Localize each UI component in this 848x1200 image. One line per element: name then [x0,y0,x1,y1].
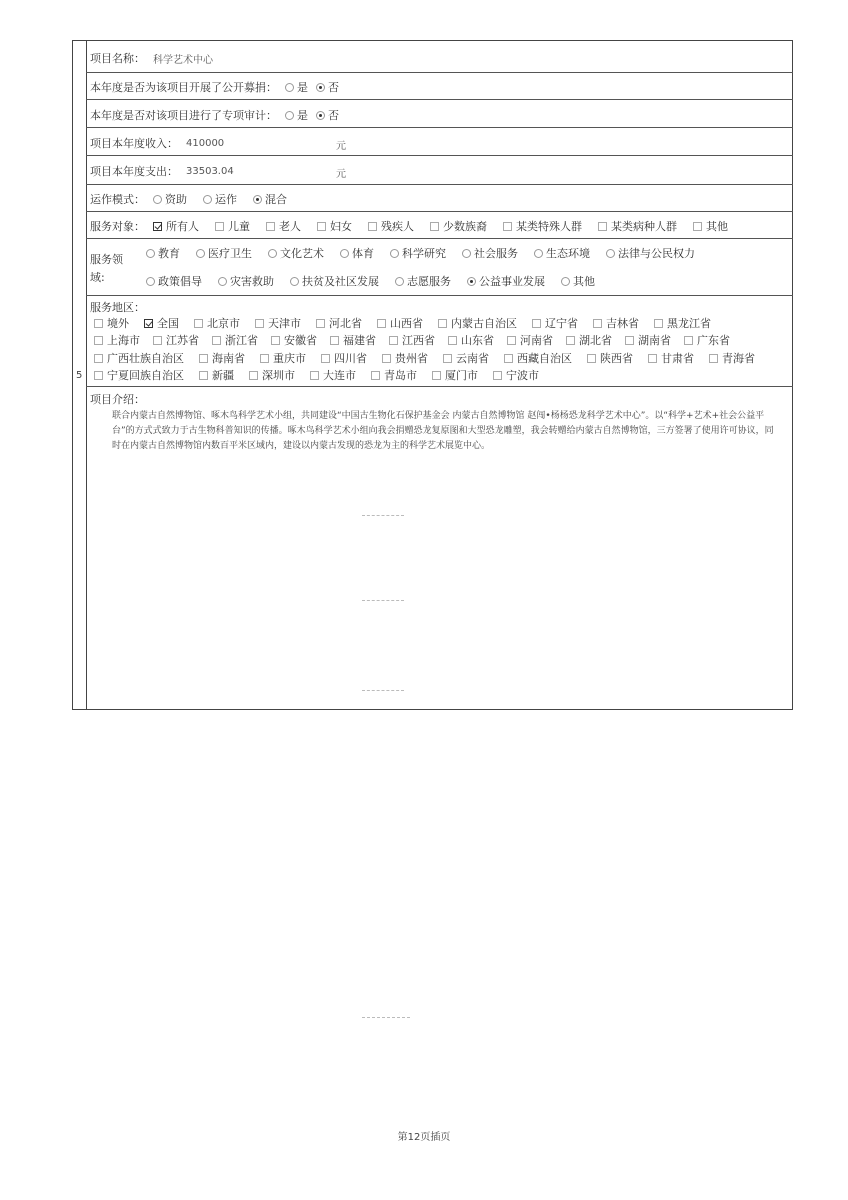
income-value: 410000 [186,137,225,149]
row-fields [86,239,793,296]
region-option-label: 宁波市 [506,369,539,382]
field-radio[interactable] [146,277,155,286]
region-option-label: 上海市 [107,334,140,347]
region-row [86,332,735,348]
fundraising-no-radio[interactable] [316,83,325,92]
scan-mark [362,515,404,516]
region-option-label: 江西省 [402,334,435,347]
region-checkbox[interactable] [448,336,457,345]
field-option-label: 体育 [352,247,374,260]
region-checkbox[interactable] [432,371,441,380]
region-option[interactable] [579,350,633,366]
region-option-label: 山东省 [461,334,494,347]
target-option-label: 某类特殊人群 [516,220,582,233]
region-option[interactable] [646,315,711,331]
region-option-label: 青岛市 [384,369,417,382]
scan-mark [362,600,404,601]
audit-yes-radio[interactable] [285,111,294,120]
region-option-label: 福建省 [343,334,376,347]
region-option-label: 河北省 [329,317,362,330]
target-label: 服务对象： [90,220,145,233]
region-row [86,367,546,383]
target-checkbox[interactable] [598,222,607,231]
expense-value: 33503.04 [186,165,234,177]
field-option-label: 其他 [573,275,595,288]
mode-label: 运作模式： [90,193,145,206]
region-checkbox[interactable] [144,319,153,328]
field-option[interactable] [526,245,590,261]
region-checkbox[interactable] [199,354,208,363]
region-option-label: 湖南省 [638,334,671,347]
target-checkbox[interactable] [430,222,439,231]
region-option[interactable] [363,367,417,383]
side-number: 5 [76,370,83,381]
project-name-value: 科学艺术中心 [153,54,213,66]
row-audit [86,100,793,128]
region-option[interactable] [524,315,578,331]
region-option[interactable] [252,350,306,366]
region-option[interactable] [430,315,517,331]
income-label: 项目本年度收入： [90,137,178,150]
region-option-label: 厦门市 [445,369,478,382]
region-option[interactable] [191,367,234,383]
field-radio[interactable] [268,249,277,258]
region-option-label: 内蒙古自治区 [451,317,517,330]
region-option-label: 境外 [107,317,129,330]
field-option[interactable] [282,273,379,289]
target-option[interactable] [360,218,414,234]
field-option-label: 社会服务 [474,247,518,260]
region-checkbox[interactable] [94,319,103,328]
target-option-label: 妇女 [330,220,352,233]
target-checkbox[interactable] [266,222,275,231]
target-checkbox[interactable] [317,222,326,231]
field-option[interactable] [332,245,374,261]
region-option-label: 云南省 [456,352,489,365]
field-option[interactable] [454,245,518,261]
region-checkbox[interactable] [310,371,319,380]
region-option-label: 黑龙江省 [667,317,711,330]
target-option[interactable] [685,218,728,234]
region-checkbox[interactable] [507,336,516,345]
fundraising-yes-label: 是 [297,81,308,94]
region-checkbox[interactable] [212,336,221,345]
row-intro [86,387,793,710]
region-option[interactable] [241,367,295,383]
mode-option-label: 资助 [165,193,187,206]
region-option[interactable] [440,332,494,348]
row-target [86,212,793,239]
intro-label: 项目介绍： [90,393,145,406]
region-checkbox[interactable] [593,319,602,328]
region-option[interactable] [86,367,184,383]
field-label-2: 域: [90,271,105,284]
field-option-label: 教育 [158,247,180,260]
region-option-label: 新疆 [212,369,234,382]
field-option-label: 公益事业发展 [479,275,545,288]
region-option-label: 海南省 [212,352,245,365]
target-checkbox[interactable] [368,222,377,231]
region-checkbox[interactable] [321,354,330,363]
target-checkbox[interactable] [215,222,224,231]
mode-option-label: 运作 [215,193,237,206]
field-option[interactable] [138,273,202,289]
field-option[interactable] [459,273,545,289]
region-option[interactable] [374,350,428,366]
region-checkbox[interactable] [94,371,103,380]
field-option-label: 政策倡导 [158,275,202,288]
fundraising-yes-radio[interactable] [285,83,294,92]
field-option-label: 医疗卫生 [208,247,252,260]
mode-option[interactable] [245,191,287,207]
intro-text: 联合内蒙古自然博物馆、啄木鸟科学艺术小组，共同建设“中国古生物化石保护基金会 内蒙古自然博物馆 赵闯•杨杨恐龙科学艺术中心”。以“科学+艺术+社会公益平台”的方式式致力于古生物科普知识的传播。啄木鸟科学艺术小组向我会捐赠恐龙复原图和大型恐龙雕塑，我会转赠给内蒙古自然博物馆，三方签署了使用许可协议，同时在内蒙古自然博物馆内数百平米区域内，建设以内蒙古发现的恐龙为主的科学艺术展览中心。 [112,411,774,451]
target-option[interactable] [495,218,582,234]
mode-radio[interactable] [203,195,212,204]
region-option[interactable] [186,315,240,331]
region-option-label: 青海省 [722,352,755,365]
region-option-label: 湖北省 [579,334,612,347]
audit-no-radio[interactable] [316,111,325,120]
region-option[interactable] [701,350,755,366]
region-option-label: 山西省 [390,317,423,330]
audit-yes-label: 是 [297,109,308,122]
region-checkbox[interactable] [199,371,208,380]
field-option-label: 扶贫及社区发展 [302,275,379,288]
region-checkbox[interactable] [493,371,502,380]
region-option[interactable] [86,315,129,331]
region-option-label: 安徽省 [284,334,317,347]
region-option[interactable] [496,350,572,366]
region-checkbox[interactable] [443,354,452,363]
region-checkbox[interactable] [625,336,634,345]
region-option[interactable] [676,332,730,348]
region-checkbox[interactable] [709,354,718,363]
field-radio[interactable] [290,277,299,286]
target-option[interactable] [422,218,487,234]
field-radio[interactable] [534,249,543,258]
field-option-label: 文化艺术 [280,247,324,260]
field-radio[interactable] [340,249,349,258]
region-checkbox[interactable] [271,336,280,345]
target-option-label: 残疾人 [381,220,414,233]
region-option-label: 宁夏回族自治区 [107,369,184,382]
target-option-label: 老人 [279,220,301,233]
field-option[interactable] [188,245,252,261]
region-option-label: 重庆市 [273,352,306,365]
field-radio[interactable] [196,249,205,258]
region-checkbox[interactable] [438,319,447,328]
region-option[interactable] [322,332,376,348]
row-fundraising [86,73,793,100]
region-checkbox[interactable] [684,336,693,345]
target-option[interactable] [207,218,250,234]
region-option-label: 天津市 [268,317,301,330]
region-checkbox[interactable] [566,336,575,345]
field-option[interactable] [138,245,180,261]
scan-mark [362,1017,410,1018]
region-checkbox[interactable] [504,354,513,363]
region-checkbox[interactable] [382,354,391,363]
field-option-label: 法律与公民权力 [618,247,695,260]
audit-no-label: 否 [328,109,339,122]
region-checkbox[interactable] [587,354,596,363]
region-row [86,350,762,366]
region-option-label: 广东省 [697,334,730,347]
mode-option[interactable] [145,191,187,207]
region-option[interactable] [640,350,694,366]
expense-label: 项目本年度支出： [90,165,178,178]
region-option-label: 贵州省 [395,352,428,365]
region-option-label: 陕西省 [600,352,633,365]
row-income [86,128,793,156]
row-expense [86,156,793,185]
region-option-label: 北京市 [207,317,240,330]
region-checkbox[interactable] [153,336,162,345]
region-option[interactable] [191,350,245,366]
region-checkbox[interactable] [654,319,663,328]
target-option-label: 某类病种人群 [611,220,677,233]
region-checkbox[interactable] [194,319,203,328]
target-option-label: 少数族裔 [443,220,487,233]
field-radio[interactable] [146,249,155,258]
target-option-label: 所有人 [166,220,199,233]
region-option-label: 四川省 [334,352,367,365]
region-option-label: 河南省 [520,334,553,347]
field-option[interactable] [260,245,324,261]
region-option[interactable] [435,350,489,366]
field-radio[interactable] [462,249,471,258]
region-checkbox[interactable] [94,336,103,345]
row-regions [86,296,793,387]
region-option[interactable] [263,332,317,348]
region-checkbox[interactable] [316,319,325,328]
region-option[interactable] [204,332,258,348]
region-checkbox[interactable] [371,371,380,380]
target-option[interactable] [309,218,352,234]
region-option-label: 辽宁省 [545,317,578,330]
region-checkbox[interactable] [377,319,386,328]
region-option[interactable] [145,332,199,348]
region-option-label: 西藏自治区 [517,352,572,365]
region-checkbox[interactable] [260,354,269,363]
region-option[interactable] [499,332,553,348]
audit-label: 本年度是否对该项目进行了专项审计： [90,109,277,122]
field-radio[interactable] [467,277,476,286]
mode-option-label: 混合 [265,193,287,206]
region-option[interactable] [381,332,435,348]
project-name-label: 项目名称： [90,52,145,65]
field-option[interactable] [382,245,446,261]
mode-option[interactable] [195,191,237,207]
scan-mark [362,690,404,691]
target-option[interactable] [590,218,677,234]
fundraising-label: 本年度是否为该项目开展了公开募捐： [90,81,277,94]
region-option[interactable] [424,367,478,383]
field-radio[interactable] [395,277,404,286]
target-option-label: 其他 [706,220,728,233]
region-checkbox[interactable] [389,336,398,345]
field-radio[interactable] [218,277,227,286]
region-option-label: 全国 [157,317,179,330]
region-row [86,315,718,331]
row-project-name [86,40,793,73]
region-label: 服务地区： [90,301,145,314]
region-checkbox[interactable] [94,354,103,363]
field-radio[interactable] [606,249,615,258]
region-option-label: 吉林省 [606,317,639,330]
region-option[interactable] [585,315,639,331]
target-option-label: 儿童 [228,220,250,233]
field-option-label: 科学研究 [402,247,446,260]
region-checkbox[interactable] [330,336,339,345]
region-option[interactable] [485,367,539,383]
target-checkbox[interactable] [503,222,512,231]
target-checkbox[interactable] [693,222,702,231]
region-option-label: 浙江省 [225,334,258,347]
expense-unit: 元 [336,169,346,180]
page-footer: 第12页插页 [397,1132,451,1143]
region-checkbox[interactable] [249,371,258,380]
region-option[interactable] [247,315,301,331]
region-option-label: 深圳市 [262,369,295,382]
region-option[interactable] [86,332,140,348]
row-mode [86,185,793,212]
mode-radio[interactable] [153,195,162,204]
region-option[interactable] [617,332,671,348]
field-option-label: 生态环境 [546,247,590,260]
region-checkbox[interactable] [255,319,264,328]
field-option-label: 志愿服务 [407,275,451,288]
region-option[interactable] [308,315,362,331]
region-option-label: 江苏省 [166,334,199,347]
region-option[interactable] [136,315,179,331]
field-radio[interactable] [390,249,399,258]
region-option[interactable] [302,367,356,383]
region-option-label: 甘肃省 [661,352,694,365]
field-option[interactable] [553,273,595,289]
income-unit: 元 [336,141,346,152]
region-checkbox[interactable] [532,319,541,328]
field-label-1: 服务领 [90,253,123,266]
field-option-label: 灾害救助 [230,275,274,288]
region-option[interactable] [313,350,367,366]
region-option[interactable] [86,350,184,366]
region-option[interactable] [558,332,612,348]
region-option-label: 大连市 [323,369,356,382]
field-option[interactable] [210,273,274,289]
field-radio[interactable] [561,277,570,286]
mode-radio[interactable] [253,195,262,204]
target-option[interactable] [258,218,301,234]
region-option-label: 广西壮族自治区 [107,352,184,365]
region-option[interactable] [369,315,423,331]
region-checkbox[interactable] [648,354,657,363]
field-option[interactable] [598,245,695,261]
fundraising-no-label: 否 [328,81,339,94]
target-checkbox[interactable] [153,222,162,231]
target-option[interactable] [145,218,199,234]
field-option[interactable] [387,273,451,289]
